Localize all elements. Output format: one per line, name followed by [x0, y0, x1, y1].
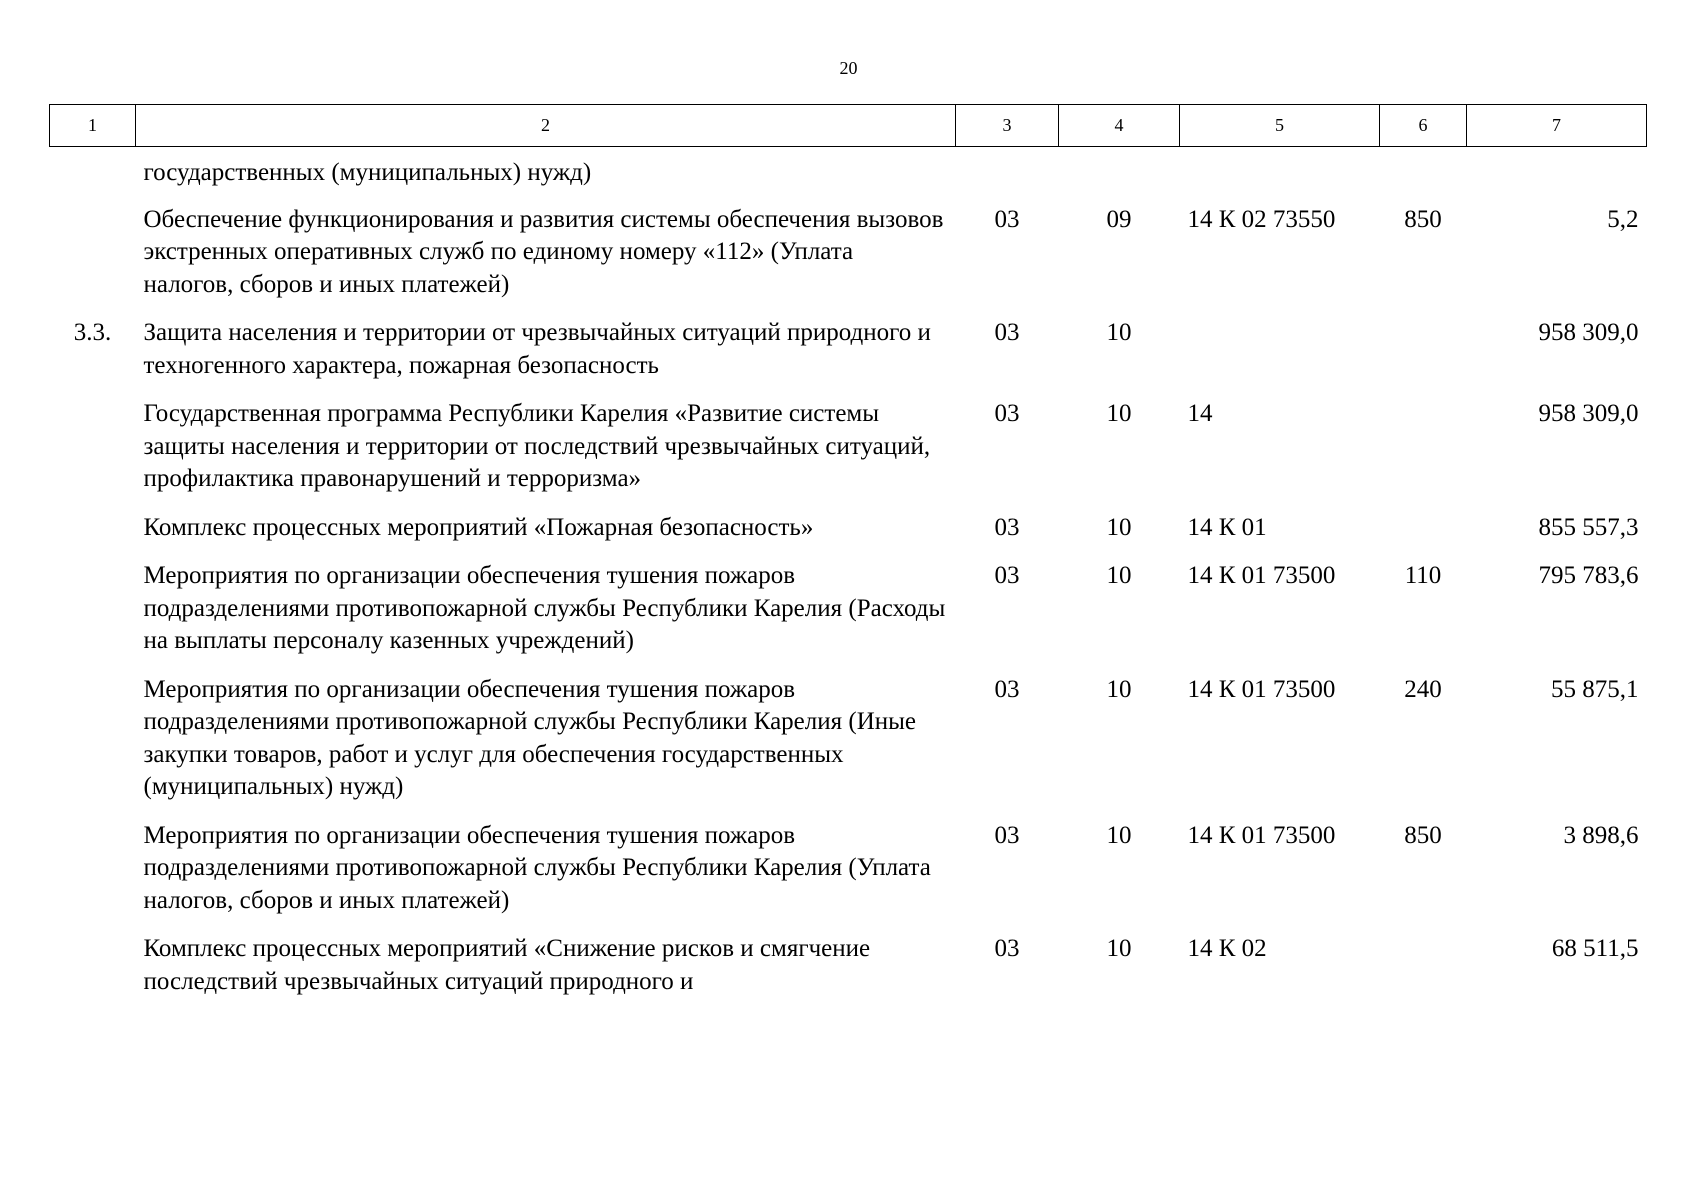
section-code-cell: 03	[994, 562, 1020, 589]
target-article-cell: 14 К 01 73500	[1187, 562, 1336, 589]
row-number-cell	[50, 512, 136, 561]
expense-type-cell	[1380, 512, 1467, 561]
amount-cell: 958 309,0	[1538, 319, 1639, 346]
item-name-cell: Защита населения и территории от чрезвычайных ситуаций природного и техногенного характера, пожарная безопасность	[143, 319, 931, 379]
row-number-cell	[50, 820, 136, 934]
section-code-cell: 03	[994, 935, 1020, 962]
table-row	[50, 674, 1647, 820]
section-code-cell: 03	[994, 205, 1020, 233]
table-row	[50, 147, 1647, 204]
subsection-code-cell: 10	[1106, 675, 1132, 703]
subsection-code-cell: 10	[1106, 935, 1132, 962]
column-header: 6	[1380, 105, 1467, 147]
table-row	[50, 933, 1647, 1014]
item-name-cell: Мероприятия по организации обеспечения тушения пожаров подразделениями противопожарной службы Республики Карелия (Расходы на выплаты персоналу казенных учреждений)	[143, 562, 946, 654]
page-number: 20	[839, 58, 858, 78]
amount-cell: 795 783,6	[1538, 562, 1639, 589]
subsection-code-cell: 10	[1106, 513, 1132, 541]
expense-type-cell	[1380, 933, 1467, 1014]
section-code-cell: 03	[994, 513, 1020, 541]
column-header: 5	[1180, 105, 1380, 147]
section-code-cell	[956, 147, 1059, 204]
subsection-code-cell: 09	[1106, 205, 1132, 233]
section-code-cell: 03	[994, 675, 1020, 703]
column-header: 7	[1467, 105, 1647, 147]
target-article-cell: 14 К 01 73500	[1187, 821, 1336, 849]
section-code-cell: 03	[994, 400, 1020, 427]
subsection-code-cell: 10	[1106, 400, 1132, 427]
item-name-cell: Государственная программа Республики Карелия «Развитие системы защиты населения и территории от последствий чрезвычайных ситуаций, профилактика правонарушений и терроризма»	[143, 400, 931, 492]
amount-cell: 3 898,6	[1563, 821, 1639, 849]
target-article-cell: 14	[1187, 400, 1213, 427]
expense-type-cell: 850	[1404, 821, 1442, 849]
expense-type-cell	[1380, 147, 1467, 204]
amount-cell: 68 511,5	[1551, 935, 1639, 962]
row-number-cell: 3.3.	[73, 319, 112, 346]
amount-cell: 855 557,3	[1538, 513, 1639, 541]
table-body	[50, 147, 1647, 1015]
table-row	[50, 560, 1647, 674]
row-number-cell	[50, 933, 136, 1014]
section-code-cell: 03	[994, 821, 1020, 849]
section-code-cell: 03	[994, 319, 1020, 346]
amount-cell	[1467, 147, 1647, 204]
item-name-cell: Комплекс процессных мероприятий «Пожарная безопасность»	[143, 513, 814, 541]
expense-type-cell: 110	[1404, 562, 1442, 589]
subsection-code-cell	[1059, 147, 1180, 204]
expense-type-cell: 850	[1404, 205, 1442, 233]
item-name-cell: Мероприятия по организации обеспечения тушения пожаров подразделениями противопожарной службы Республики Карелия (Уплата налогов, сборов и иных платежей)	[143, 821, 931, 914]
table-row	[50, 820, 1647, 934]
amount-cell: 958 309,0	[1538, 400, 1639, 427]
amount-cell: 55 875,1	[1551, 675, 1639, 703]
column-header: 1	[50, 105, 136, 147]
target-article-cell	[1180, 147, 1380, 204]
table-row	[50, 317, 1647, 398]
budget-table	[49, 104, 1647, 1014]
column-header: 2	[136, 105, 956, 147]
expense-type-cell	[1380, 317, 1467, 398]
table-header	[50, 105, 1647, 147]
item-name-cell: Комплекс процессных мероприятий «Снижение рисков и смягчение последствий чрезвычайных ситуаций природного и	[143, 935, 871, 995]
column-header: 3	[956, 105, 1059, 147]
target-article-cell	[1180, 317, 1380, 398]
row-number-cell	[50, 204, 136, 318]
target-article-cell: 14 К 01 73500	[1187, 675, 1336, 703]
expense-type-cell	[1380, 398, 1467, 512]
table-row	[50, 512, 1647, 561]
item-name-cell: государственных (муниципальных) нужд)	[143, 159, 592, 186]
amount-cell: 5,2	[1607, 205, 1639, 233]
row-number-cell	[50, 674, 136, 820]
target-article-cell: 14 К 02 73550	[1187, 205, 1336, 233]
subsection-code-cell: 10	[1106, 562, 1132, 589]
row-number-cell	[50, 398, 136, 512]
target-article-cell: 14 К 02	[1187, 935, 1267, 962]
table-row	[50, 398, 1647, 512]
target-article-cell: 14 К 01	[1187, 513, 1267, 541]
subsection-code-cell: 10	[1106, 319, 1132, 346]
subsection-code-cell: 10	[1106, 821, 1132, 849]
column-header: 4	[1059, 105, 1180, 147]
row-number-cell	[50, 560, 136, 674]
expense-type-cell: 240	[1404, 675, 1442, 703]
row-number-cell	[50, 147, 136, 204]
item-name-cell: Обеспечение функционирования и развития системы обеспечения вызовов экстренных оперативных служб по единому номеру «112» (Уплата налогов, сборов и иных платежей)	[143, 205, 944, 298]
header-row	[50, 105, 1647, 147]
table-row	[50, 204, 1647, 318]
item-name-cell: Мероприятия по организации обеспечения тушения пожаров подразделениями противопожарной службы Республики Карелия (Иные закупки товаров, работ и услуг для обеспечения государственных (муниципальных) нужд)	[143, 675, 917, 800]
